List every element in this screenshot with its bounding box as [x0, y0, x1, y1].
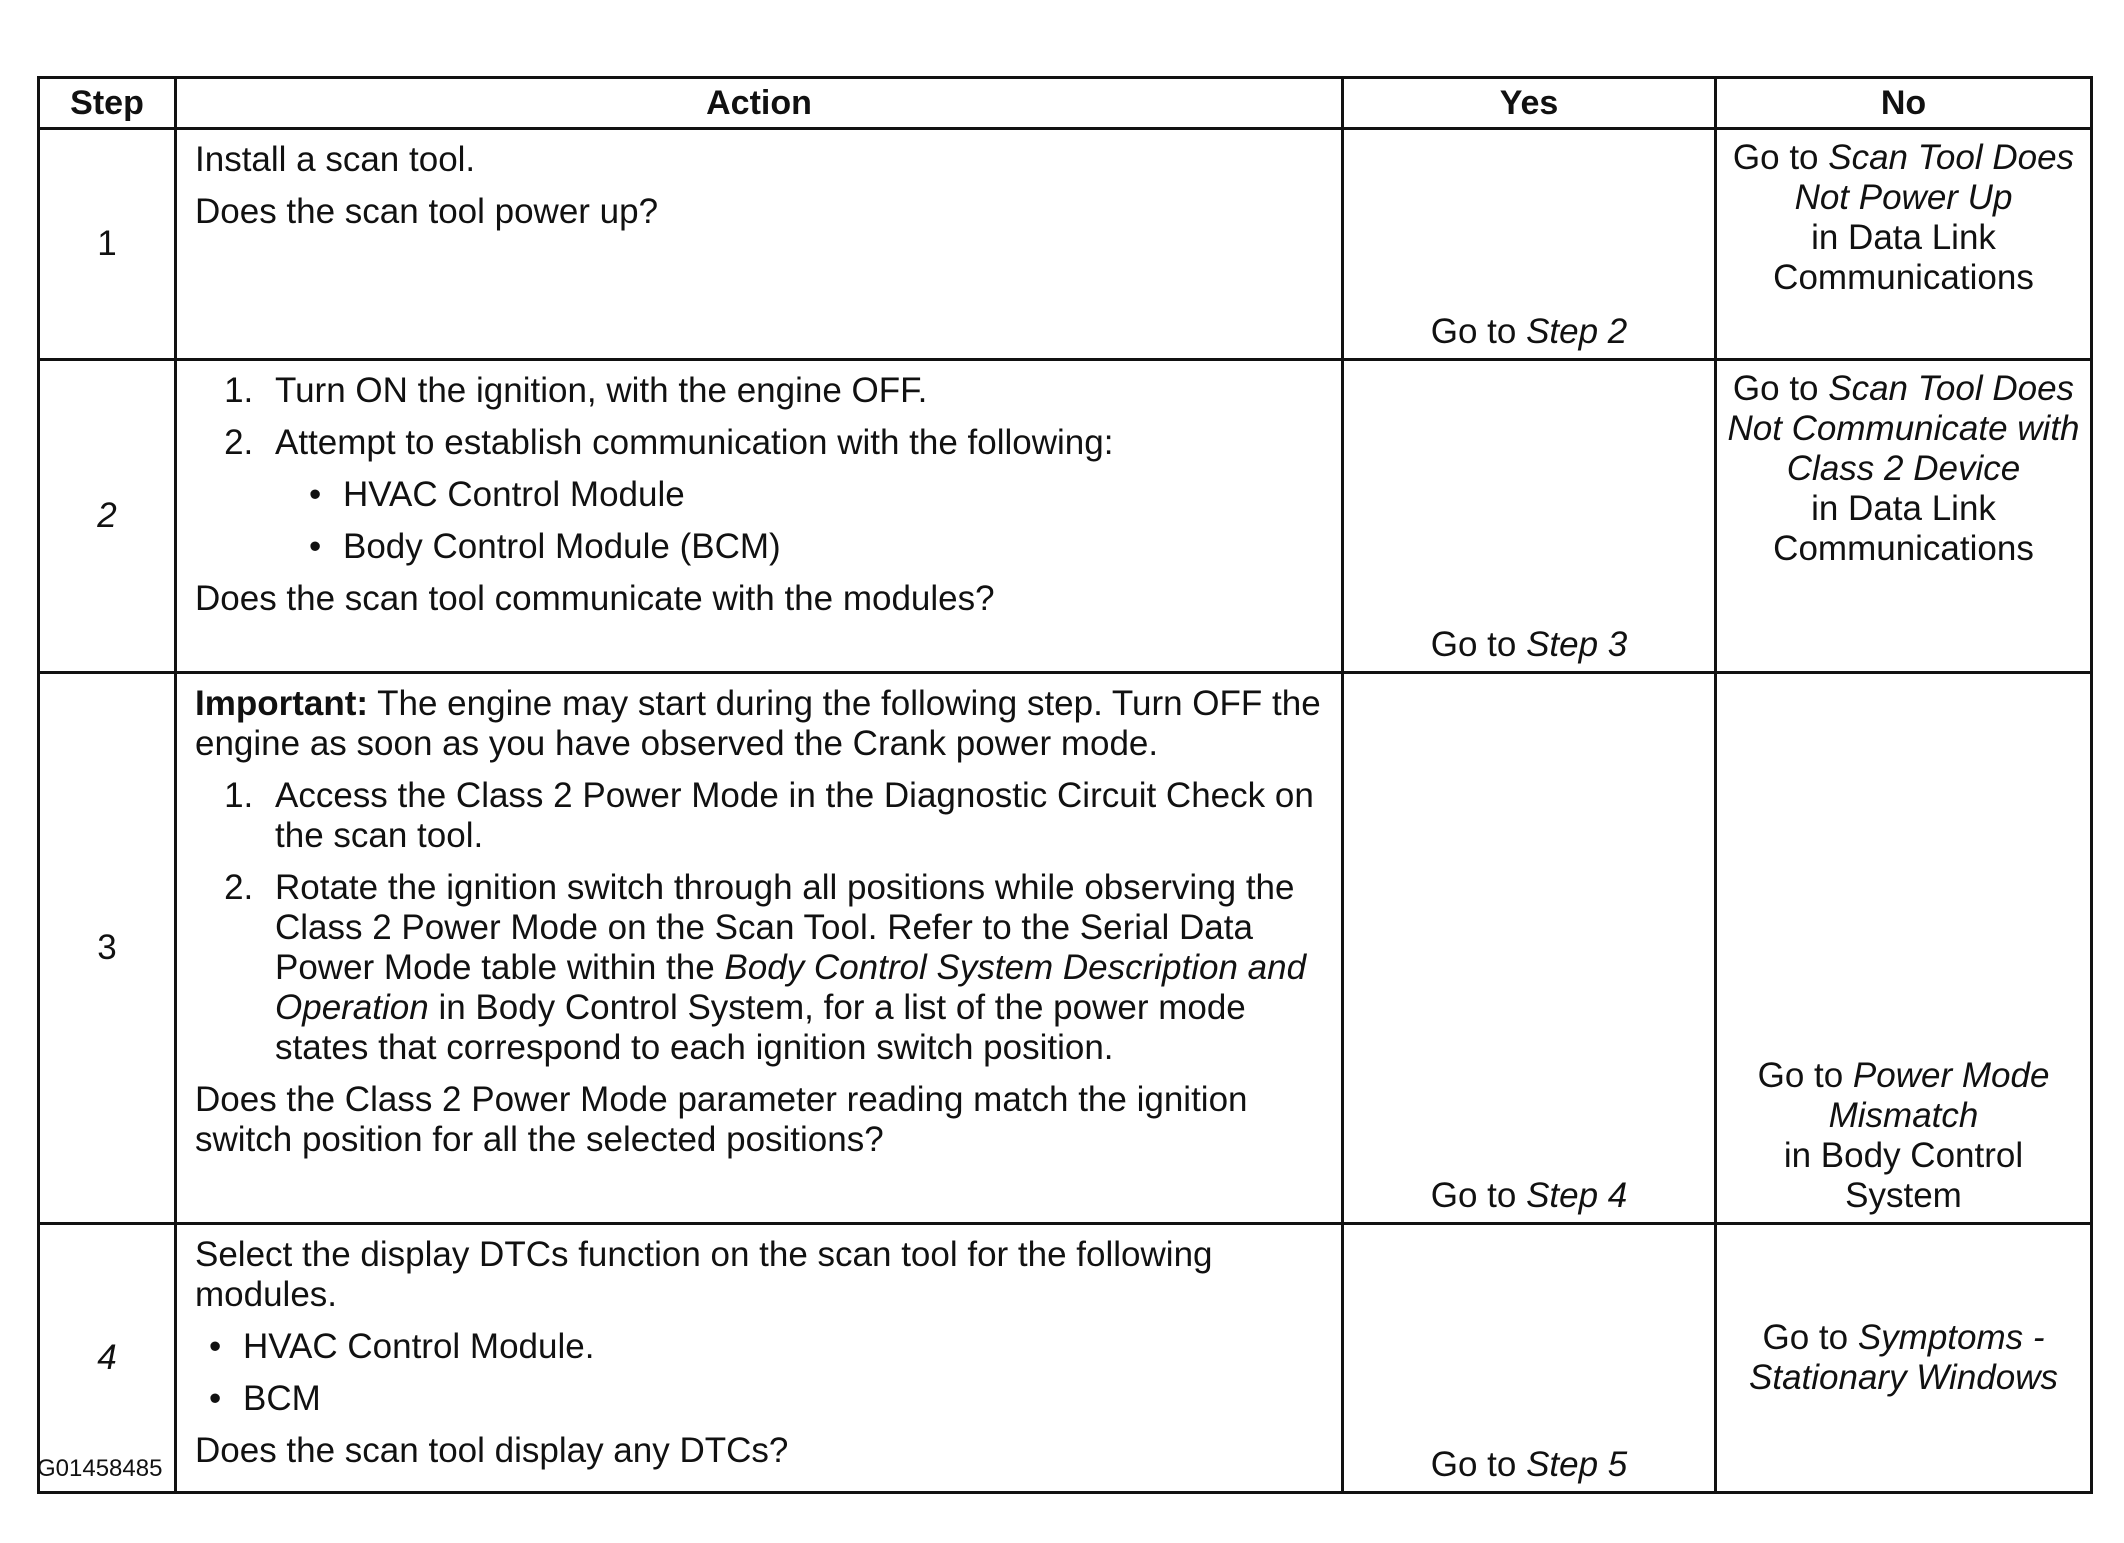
yes-link[interactable]: Step 4: [1526, 1176, 1628, 1215]
action-step-item: 1. Turn ON the ignition, with the engine OFF.: [263, 371, 1323, 411]
module-bullet: • HVAC Control Module.: [231, 1327, 1323, 1367]
no-cell: [1716, 673, 2092, 1224]
action-step-item: 1. Access the Class 2 Power Mode in the Diagnostic Circuit Check on the scan tool.: [263, 776, 1323, 856]
reference-link[interactable]: Body Control System Description and Operation: [275, 948, 1307, 1027]
no-suffix: in Data Link Communications: [1773, 218, 2034, 297]
table-row: [39, 1224, 2092, 1493]
yes-cell: [1343, 360, 1716, 673]
yes-link[interactable]: Step 3: [1526, 625, 1628, 664]
step-number: 4: [39, 1224, 176, 1493]
header-row: [39, 78, 2092, 129]
no-cell: [1716, 129, 2092, 360]
action-text: Install a scan tool.: [195, 140, 476, 179]
step-number: 3: [39, 673, 176, 1224]
no-suffix: in Data Link Communications: [1773, 489, 2034, 568]
yes-prefix: Go to: [1430, 312, 1527, 351]
module-bullet: • BCM: [231, 1379, 1323, 1419]
header-action: Action: [176, 78, 1343, 129]
header-step: Step: [39, 78, 176, 129]
header-no: No: [1716, 78, 2092, 129]
table-row: [39, 129, 2092, 360]
action-cell: [176, 1224, 1343, 1493]
no-cell: [1716, 1224, 2092, 1493]
no-link[interactable]: Scan Tool Does Not Communicate with Class 2 Device: [1727, 369, 2080, 488]
module-bullet: • Body Control Module (BCM): [331, 527, 1323, 567]
action-step-item: 2. Rotate the ignition switch through all positions while observing the Class 2 Power Mode on the Scan Tool. Refer to the Serial Data Power Mode table within the Body Control System Description and Operation in Body Control System, for a list of the power mode states that correspond to each ignition switch position.: [263, 868, 1323, 1068]
step-number: 1: [39, 129, 176, 360]
yes-cell: [1343, 129, 1716, 360]
table-row: [39, 360, 2092, 673]
action-cell: [176, 673, 1343, 1224]
no-cell: [1716, 360, 2092, 673]
no-link[interactable]: Scan Tool Does Not Power Up: [1794, 138, 2075, 217]
header-yes: Yes: [1343, 78, 1716, 129]
no-suffix: in Body Control System: [1783, 1136, 2024, 1215]
no-prefix: Go to: [1732, 369, 1829, 408]
action-question: Does the scan tool communicate with the modules?: [195, 579, 995, 618]
yes-link[interactable]: Step 2: [1526, 312, 1628, 351]
module-bullet: • HVAC Control Module: [331, 475, 1323, 515]
table-row: [39, 673, 2092, 1224]
action-question: Does the Class 2 Power Mode parameter reading match the ignition switch position for all the selected positions?: [195, 1080, 1248, 1159]
no-prefix: Go to: [1762, 1318, 1858, 1357]
yes-link[interactable]: Step 5: [1526, 1445, 1628, 1484]
no-prefix: Go to: [1757, 1056, 1853, 1095]
yes-prefix: Go to: [1430, 1445, 1527, 1484]
yes-cell: [1343, 1224, 1716, 1493]
diagnostic-table: [37, 76, 2093, 1494]
yes-cell: [1343, 673, 1716, 1224]
action-cell: [176, 360, 1343, 673]
action-cell: [176, 129, 1343, 360]
figure-id: G01458485: [37, 1455, 163, 1482]
action-question: Does the scan tool power up?: [195, 192, 659, 231]
yes-prefix: Go to: [1430, 625, 1527, 664]
no-prefix: Go to: [1732, 138, 1829, 177]
action-question: Does the scan tool display any DTCs?: [195, 1431, 789, 1470]
action-text: Select the display DTCs function on the scan tool for the following modules.: [195, 1235, 1213, 1314]
yes-prefix: Go to: [1430, 1176, 1527, 1215]
no-link[interactable]: Symptoms - Stationary Windows: [1749, 1318, 2058, 1397]
important-note: Important: The engine may start during the following step. Turn OFF the engine as soon as you have observed the Crank power mode.: [195, 684, 1321, 763]
action-step-item: 2. Attempt to establish communication with the following: • HVAC Control Module • Body Control Module (BCM): [263, 423, 1323, 567]
no-link[interactable]: Power Mode Mismatch: [1828, 1056, 2050, 1135]
step-number: 2: [39, 360, 176, 673]
